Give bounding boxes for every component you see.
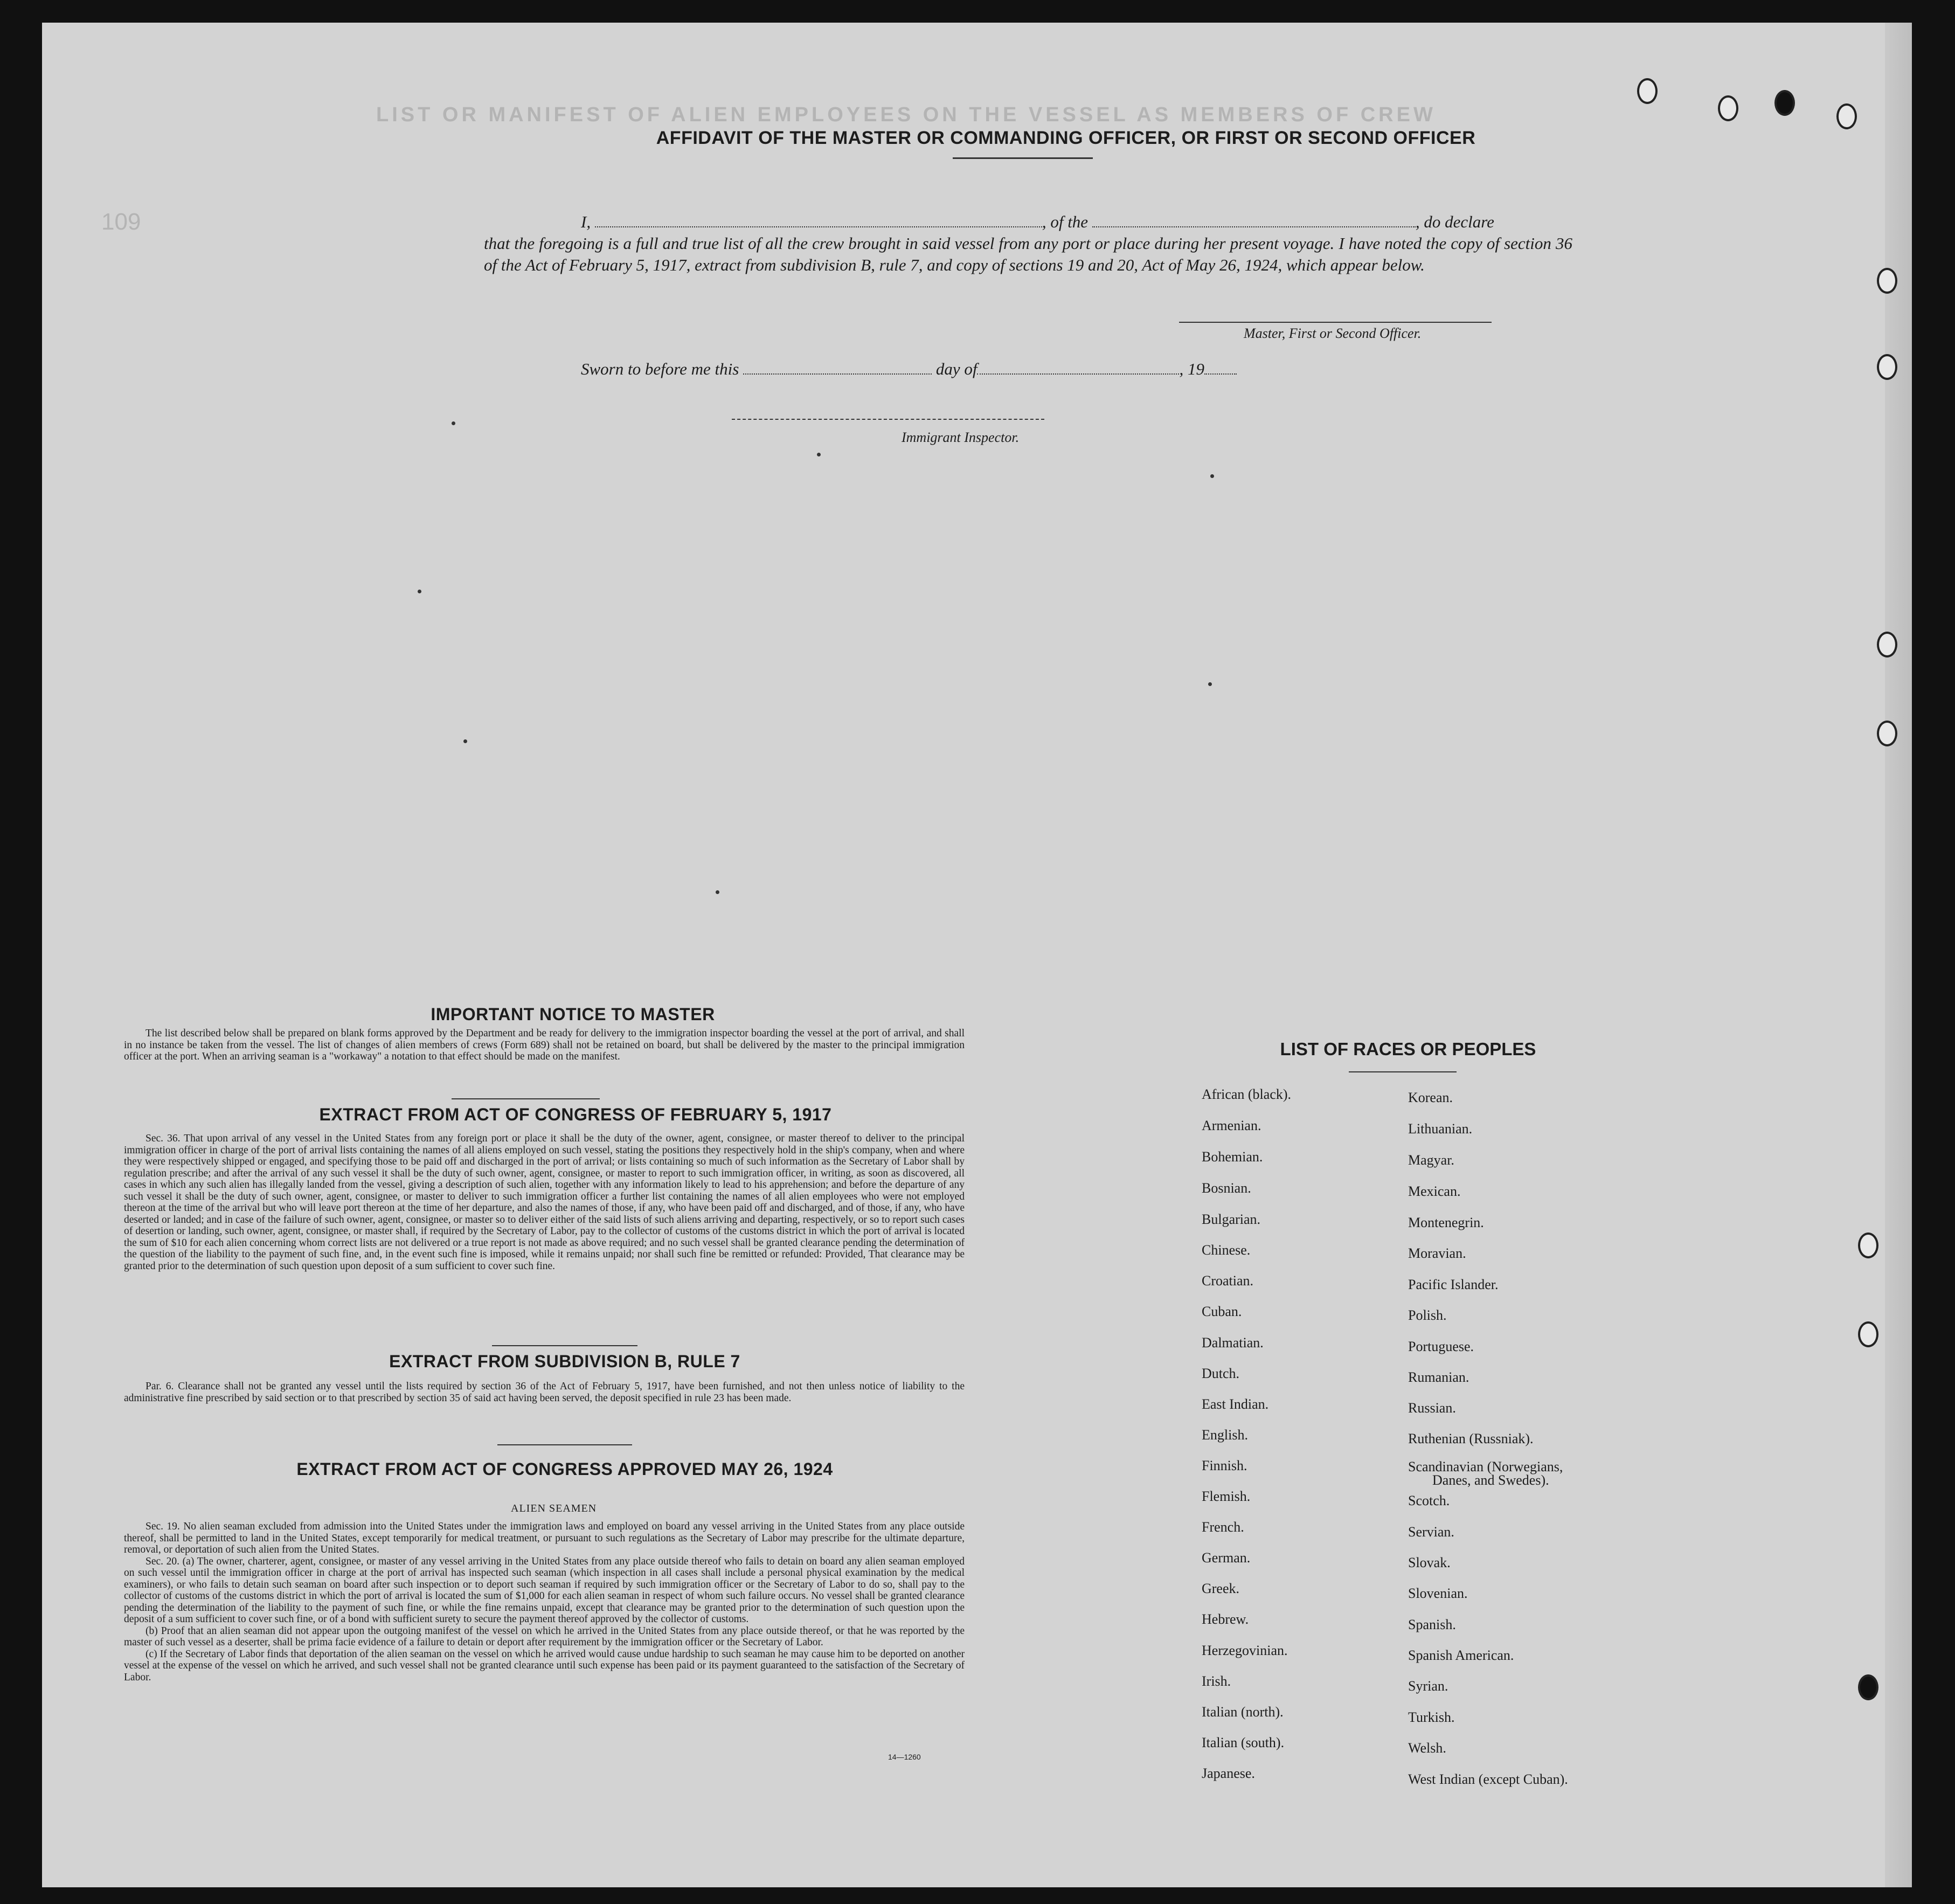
page-edge	[1885, 23, 1912, 1887]
race-item: Bohemian.	[1202, 1149, 1263, 1165]
race-item: Dutch.	[1202, 1366, 1240, 1381]
alien-seamen-subtitle: ALIEN SEAMEN	[511, 1503, 597, 1514]
year-label: , 19	[1179, 359, 1204, 378]
sec-20a: Sec. 20. (a) The owner, charterer, agent, consignee, or master of any vessel arriving in the United States from any place outside thereof who fails to detain on board any alien seaman employed on such vessel until the immigration officer in charge at the port of arrival has inspected such seaman (which inspection in all cases shall include a personal physical examination by the medical examiners), or who fails to detain such seaman on board after such inspection or to deport such seaman if required by such immigration officer or the Secretary of Labor to do so, shall pay to the collector of customs of the customs district in which the port of arrival is located the sum of $1,000 for each alien seaman in respect of whom such failure occurs. No vessel shall be granted clearance pending the determination of the liability to the payment of such fine, or while the fine remains unpaid, except that clearance may be granted prior to the determination of such question upon the deposit of a sum sufficient to cover such fine, or of a bond with sufficient surety to secure the payment thereof approved by the collector of customs.	[124, 1555, 965, 1625]
stray-mark	[418, 590, 421, 593]
race-item: East Indian.	[1202, 1396, 1269, 1412]
stray-mark	[817, 453, 821, 456]
race-item: Spanish.	[1408, 1617, 1456, 1632]
sec-19: Sec. 19. No alien seaman excluded from admission into the United States under the immigration laws and employed on board any vessel arriving in the United States from any place outside thereof, shall be permitted to land in the United States, except temporarily for medical treatment, or pursuant to such regulations as the Secretary of Labor may prescribe for the ultimate departure, removal, or deportation of such alien from the United States.	[124, 1521, 965, 1555]
master-signature-caption: Master, First or Second Officer.	[1244, 326, 1422, 341]
punch-hole	[1877, 354, 1897, 380]
stray-mark	[452, 421, 455, 425]
race-item: Scandinavian (Norwegians,	[1408, 1459, 1563, 1474]
affidavit-title: AFFIDAVIT OF THE MASTER OR COMMANDING OFFICER, OR FIRST OR SECOND OFFICER	[656, 128, 1476, 148]
race-item: Scotch.	[1408, 1493, 1450, 1508]
extract-rule7-body: Par. 6. Clearance shall not be granted any vessel until the lists required by section 36 of the Act of February 5, 1917, have been furnished, and not then unless notice of liability to the administrative fine prescribed by said section or to that prescribed by section 35 of said act having been served, the deposit specified in rule 23 has been made.	[124, 1381, 965, 1404]
race-item: German.	[1202, 1550, 1251, 1566]
divider	[452, 1098, 600, 1099]
race-item: Cuban.	[1202, 1304, 1242, 1319]
race-item: Finnish.	[1202, 1458, 1247, 1473]
races-underline	[1349, 1071, 1457, 1072]
bleed-through-header: LIST OR MANIFEST OF ALIEN EMPLOYEES ON THE VESSEL AS MEMBERS OF CREW	[376, 103, 1436, 126]
declare-label: , do declare	[1415, 212, 1494, 231]
race-item: Pacific Islander.	[1408, 1277, 1499, 1292]
race-item: Spanish American.	[1408, 1647, 1514, 1663]
sec-20c: (c) If the Secretary of Labor finds that deportation of the alien seaman on the vessel on which he arrived would cause undue hardship to such seaman he may cause him to be deported on another vessel at the expense of the vessel on which he arrived, and such vessel shall not be granted clearance until such expense has been paid or its payment guaranteed to the satisfaction of the Secretary of Labor.	[124, 1648, 965, 1683]
race-item: Rumanian.	[1408, 1369, 1469, 1385]
race-item: Moravian.	[1408, 1245, 1466, 1261]
stray-mark	[716, 890, 719, 894]
race-item: Polish.	[1408, 1307, 1447, 1323]
punch-hole	[1877, 268, 1897, 294]
notice-title: IMPORTANT NOTICE TO MASTER	[431, 1005, 715, 1024]
affidavit-statement: that the foregoing is a full and true list of all the crew brought in said vessel from any port or place during her present voyage. I have noted the copy of section 36 of the Act of February 5, 1917, extract from subdivision B, rule 7, and copy of sections 19 and 20, Act of May 26, 1924, which appear below.	[484, 234, 1572, 274]
punch-hole	[1836, 103, 1857, 129]
master-signature-line	[1179, 322, 1492, 323]
stray-mark	[1208, 682, 1212, 686]
punch-hole	[1877, 721, 1897, 746]
punch-hole	[1637, 78, 1658, 104]
form-code: 14—1260	[888, 1753, 921, 1761]
race-item: English.	[1202, 1427, 1248, 1443]
race-item: Portuguese.	[1408, 1339, 1474, 1354]
race-item: Dalmatian.	[1202, 1335, 1264, 1351]
extract-1924-title: EXTRACT FROM ACT OF CONGRESS APPROVED MAY 26, 1924	[296, 1459, 833, 1479]
race-item: Danes, and Swedes).	[1432, 1472, 1549, 1488]
race-item: Herzegovinian.	[1202, 1643, 1288, 1658]
race-item: Montenegrin.	[1408, 1215, 1484, 1230]
sworn-label: Sworn to before me this	[581, 359, 739, 378]
race-item: Lithuanian.	[1408, 1121, 1473, 1137]
race-item: Syrian.	[1408, 1678, 1448, 1694]
race-item: Turkish.	[1408, 1709, 1455, 1725]
extract-1917-title: EXTRACT FROM ACT OF CONGRESS OF FEBRUARY 5, 1917	[319, 1105, 832, 1124]
race-item: Hebrew.	[1202, 1611, 1249, 1627]
race-item: Japanese.	[1202, 1765, 1255, 1781]
sec-20b: (b) Proof that an alien seaman did not appear upon the outgoing manifest of the vessel on which he arrived in the United States from any place outside thereof, or that he was reported by the master of such vessel as a deserter, shall be prima facie evidence of a failure to detain or deport after requirement by the immigration officer or the Secretary of Labor.	[124, 1625, 965, 1648]
race-item: Welsh.	[1408, 1740, 1446, 1756]
race-item: French.	[1202, 1519, 1244, 1535]
race-item: Italian (south).	[1202, 1735, 1285, 1750]
title-underline	[953, 157, 1093, 159]
notice-body: The list described below shall be prepared on blank forms approved by the Department and be ready for delivery to the immigration inspector boarding the vessel at the port of arrival, and shall in no instance be taken from the vessel. The list of changes of alien members of crews (Form 689) shall not be retained on board, but shall be delivered by the master to the principal immigration officer at the port. When an arriving seaman is a "workaway" a notation to that effect should be made on the manifest.	[124, 1028, 965, 1062]
day-blank[interactable]	[743, 373, 932, 375]
race-item: Italian (north).	[1202, 1704, 1284, 1720]
race-item: Irish.	[1202, 1673, 1231, 1689]
race-item: Bulgarian.	[1202, 1211, 1261, 1227]
sworn-line	[581, 359, 1237, 379]
race-item: Slovenian.	[1408, 1585, 1468, 1601]
race-item: Armenian.	[1202, 1118, 1261, 1133]
race-item: Magyar.	[1408, 1152, 1454, 1168]
race-item: Mexican.	[1408, 1183, 1461, 1199]
of-the-label: , of the	[1042, 212, 1089, 231]
punch-hole	[1718, 95, 1738, 121]
extract-1917-body: Sec. 36. That upon arrival of any vessel in the United States from any foreign port or place it shall be the duty of the owner, agent, consignee, or master thereof to deliver to the principal immigration officer in charge of the port of arrival lists containing the names of all aliens employed on such vessel, stating the positions they respectively hold in the ship's company, when and where they were respectively shipped or engaged, and specifying those to be paid off and discharged in the port of arrival; or lists containing so much of such information as the Secretary of Labor shall by regulation prescribe; and after the arrival of any such vessel it shall be the duty of such owner, agent, consignee, or master to report to such immigration officer, in writing, as soon as discovered, all cases in which any such alien has illegally landed from the vessel, giving a description of such alien, together with any information likely to lead to his apprehension; and before the departure of any such vessel it shall be the duty of such owner, agent, consignee, or master to deliver to such immigration officer a further list containing the names of all alien employees who were not employed thereon at the time of the arrival but who will leave port thereon at the time of her departure, and also the names of those, if any, who have been paid off and discharged, and of those, if any, who have deserted or landed; and in case of the failure of such owner, agent, consignee, or master so to deliver either of the said lists of such aliens arriving and departing, respectively, or so to report such cases of desertion or landing, such owner, agent, consignee, or master shall, if required by the Secretary of Labor, pay to the collector of customs of the customs district in which the port of arrival is located the sum of $10 for each alien concerning whom correct lists are not delivered or a true report is not made as above required; and no such vessel shall be granted clearance pending the determination of the question of the liability to the payment of such fine, and, in the event such fine is imposed, while it remains unpaid; nor shall such fine be remitted or refunded: Provided, That clearance may be granted prior to the determination of such question upon deposit of a sum sufficient to cover such fine.	[124, 1133, 965, 1272]
extract-rule7-title: EXTRACT FROM SUBDIVISION B, RULE 7	[389, 1352, 740, 1371]
races-title: LIST OF RACES OR PEOPLES	[1280, 1039, 1536, 1059]
inspector-caption: Immigrant Inspector.	[902, 430, 1020, 445]
race-item: Russian.	[1408, 1400, 1456, 1416]
race-item: Flemish.	[1202, 1488, 1251, 1504]
punch-hole	[1858, 1321, 1878, 1347]
day-of-label: day of	[935, 359, 978, 378]
punch-hole	[1877, 632, 1897, 657]
divider	[497, 1444, 632, 1445]
race-item: Bosnian.	[1202, 1180, 1251, 1196]
affidavit-text	[484, 211, 1572, 276]
race-item: Croatian.	[1202, 1273, 1254, 1289]
stray-mark	[1210, 474, 1214, 478]
race-item: African (black).	[1202, 1086, 1292, 1102]
punch-hole	[1858, 1233, 1878, 1258]
race-item: West Indian (except Cuban).	[1408, 1771, 1568, 1787]
punch-hole	[1858, 1674, 1878, 1700]
divider	[492, 1345, 637, 1346]
stray-mark	[463, 739, 467, 743]
extract-1924-body	[124, 1521, 965, 1683]
name-blank[interactable]	[595, 226, 1042, 227]
race-item: Chinese.	[1202, 1242, 1251, 1258]
month-blank[interactable]	[977, 373, 1179, 375]
document-page	[42, 23, 1912, 1887]
i-label: I,	[581, 212, 591, 231]
race-item: Slovak.	[1408, 1555, 1451, 1570]
race-item: Korean.	[1408, 1090, 1453, 1105]
punch-hole	[1774, 90, 1795, 116]
bleed-through-page-number: 109	[101, 209, 141, 235]
race-item: Greek.	[1202, 1581, 1240, 1596]
year-blank[interactable]	[1204, 373, 1237, 375]
inspector-signature-line	[732, 419, 1044, 420]
race-item: Ruthenian (Russniak).	[1408, 1431, 1534, 1446]
race-item: Servian.	[1408, 1524, 1454, 1540]
vessel-blank[interactable]	[1092, 226, 1416, 227]
